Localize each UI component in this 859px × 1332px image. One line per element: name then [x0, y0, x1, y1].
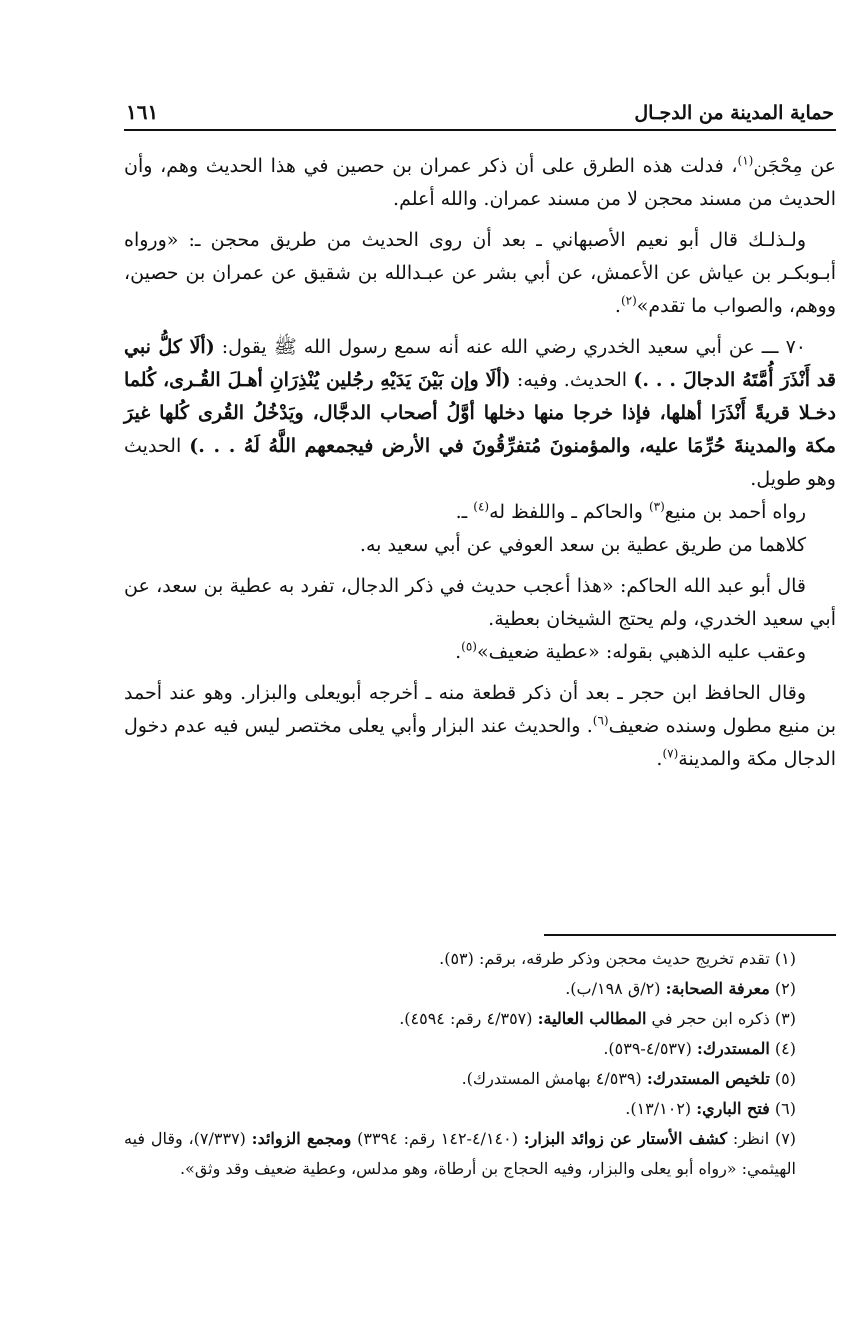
- footnote-ref-2[interactable]: (٢): [620, 293, 637, 308]
- footnote-text: انظر:: [727, 1129, 770, 1148]
- footnote-number: (٤): [774, 1039, 796, 1058]
- main-text: [124, 150, 836, 784]
- footnotes: [124, 944, 836, 1184]
- text-run: ٧٠ ـــ عن أبي سعيد الخدري رضي الله عنه أنه سمع رسول الله ﷺ يقول:: [214, 336, 806, 358]
- hadith-70: [124, 331, 836, 496]
- text-run: والحاكم ـ واللفظ له: [489, 501, 649, 523]
- footnote-source: المطالب العالية:: [537, 1009, 647, 1028]
- footnote-ref-6[interactable]: (٦): [592, 713, 609, 728]
- footnote-ref-3[interactable]: (٣): [648, 499, 665, 514]
- paragraph-hakim: قال أبو عبد الله الحاكم: «هذا أعجب حديث في ذكر الدجال، تفرد به عطية بن سعد، عن أبي سعيد الخدري، ولم يحتج الشيخان بعطية.: [124, 575, 836, 630]
- footnote-text: تقدم تخريج حديث محجن وذكر طرقه، برقم: (٥٣).: [439, 949, 770, 968]
- footnote-ref-5[interactable]: (٥): [461, 639, 477, 654]
- footnote-text: ذكره ابن حجر في: [646, 1009, 770, 1028]
- footnote-number: (٥): [774, 1069, 796, 1088]
- footnote-source: تلخيص المستدرك:: [646, 1069, 770, 1088]
- footnote-ref-4[interactable]: (٤): [473, 499, 490, 514]
- footnote-5: [124, 1064, 836, 1094]
- text-run: رواه أحمد بن منيع: [664, 501, 806, 523]
- paragraph-2: [124, 224, 836, 323]
- paragraph-ibn-hajar: [124, 677, 836, 776]
- footnote-source: كشف الأستار عن زوائد البزار:: [523, 1129, 728, 1148]
- footnote-number: (٧): [774, 1129, 797, 1148]
- text-run: . والحديث عند البزار وأبي يعلى مختصر ليس فيه عدم دخول الدجال مكة والمدينة: [124, 715, 836, 770]
- text-run: ـ.: [455, 501, 474, 523]
- text-run: ولـذلـك قال أبو نعيم الأصبهاني ـ بعد أن روى الحديث من طريق محجن ـ: «ورواه أبـوبكـر بن عياش عن الأعمش، عن أبي بشر عن عبـدالله بن شقيق عن عمران بن حصين، ووهم، والصواب ما تقدم»: [124, 229, 836, 317]
- footnote-3: [124, 1004, 836, 1034]
- text-run: ، فدلت هذه الطرق على أن ذكر عمران بن حصين في هذا الحديث وهم، وأن الحديث من مسند محجن لا من مسند عمران. والله أعلم.: [124, 155, 836, 210]
- text-run: وعقب عليه الذهبي بقوله: «عطية ضعيف»: [476, 641, 806, 663]
- header-rule: [124, 129, 836, 131]
- page-header: [126, 84, 834, 124]
- footnote-text: (١٣/١٠٢).: [625, 1099, 697, 1118]
- footnote-ref-7[interactable]: (٧): [662, 746, 679, 761]
- footnote-6: [124, 1094, 836, 1124]
- paragraph-chain: كلاهما من طريق عطية بن سعد العوفي عن أبي سعيد به.: [359, 534, 806, 556]
- page-number: ١٦١: [126, 100, 159, 124]
- footnote-2: [124, 974, 836, 1004]
- footnote-source: معرفة الصحابة:: [665, 979, 770, 998]
- running-title: حماية المدينة من الدجـال: [634, 102, 834, 124]
- footnote-source: المستدرك:: [696, 1039, 770, 1058]
- text-run: .: [656, 748, 663, 770]
- text-run: الحديث وهو طويل.: [124, 435, 836, 490]
- paragraph-1: [124, 150, 836, 216]
- footnote-number: (٣): [774, 1009, 796, 1028]
- footnote-text: (٤/١٤٠-١٤٢ رقم: ٣٣٩٤): [351, 1129, 524, 1148]
- text-run: الحديث. وفيه:: [510, 369, 634, 391]
- footnote-text: (٢/ق ١٩٨/ب).: [565, 979, 666, 998]
- hadith-quote: (ألَا كلُّ نبي قد أَنْذَرَ أُمَّتَهُ الدجالَ . . .): [124, 336, 836, 391]
- text-run: وقال الحافظ ابن حجر ـ بعد أن ذكر قطعة منه ـ أخرجه أبويعلى والبزار. وهو عند أحمد بن منيع مطول وسنده ضعيف: [124, 682, 836, 737]
- footnote-text: (٤/٣٥٧ رقم: ٤٥٩٤).: [399, 1009, 538, 1028]
- footnote-4: [124, 1034, 836, 1064]
- paragraph-narrators: [124, 496, 836, 529]
- hadith-quote: (ألَا وإن بَيْنَ يَدَيْهِ رجُلين يُنْذِرَانِ أهـلَ القُـرى، كُلما دخـلا قريةً أَنْذَرَا أهلها، فإذا خرجا منها دخلها أوَّلُ أصحاب الدجَّال، ويَدْخُلُ القُرى كُلها غيرَ مكة والمدينةَ حُرِّمَا عليه، والمؤمنونَ مُتفرِّقُونَ في الأرض فيجمعهم اللَّهُ لَهُ . . .): [124, 369, 836, 457]
- text-run: عن مِحْجَن: [753, 155, 836, 177]
- footnote-1: [124, 944, 836, 974]
- footnote-7: [124, 1124, 836, 1184]
- footnote-rule: [544, 934, 836, 936]
- footnote-number: (٦): [774, 1099, 796, 1118]
- footnote-number: (٢): [774, 979, 796, 998]
- footnote-text: (٧/٣٣٧)، وقال فيه الهيثمي: «رواه أبو يعلى والبزار، وفيه الحجاج بن أرطاة، وهو مدلس، وعطية ضعيف وقد وثق».: [124, 1129, 796, 1178]
- text-run: .: [614, 295, 621, 317]
- footnote-source: ومجمع الزوائد:: [251, 1129, 352, 1148]
- paragraph-dhahabi: [124, 636, 836, 669]
- text-run: .: [455, 641, 462, 663]
- footnote-text: (٤/٥٣٩ بهامش المستدرك).: [461, 1069, 647, 1088]
- footnote-text: (٤/٥٣٧-٥٣٩).: [603, 1039, 697, 1058]
- footnote-source: فتح الباري:: [696, 1099, 770, 1118]
- footnote-ref-1[interactable]: (١): [737, 153, 754, 168]
- footnote-number: (١): [774, 949, 796, 968]
